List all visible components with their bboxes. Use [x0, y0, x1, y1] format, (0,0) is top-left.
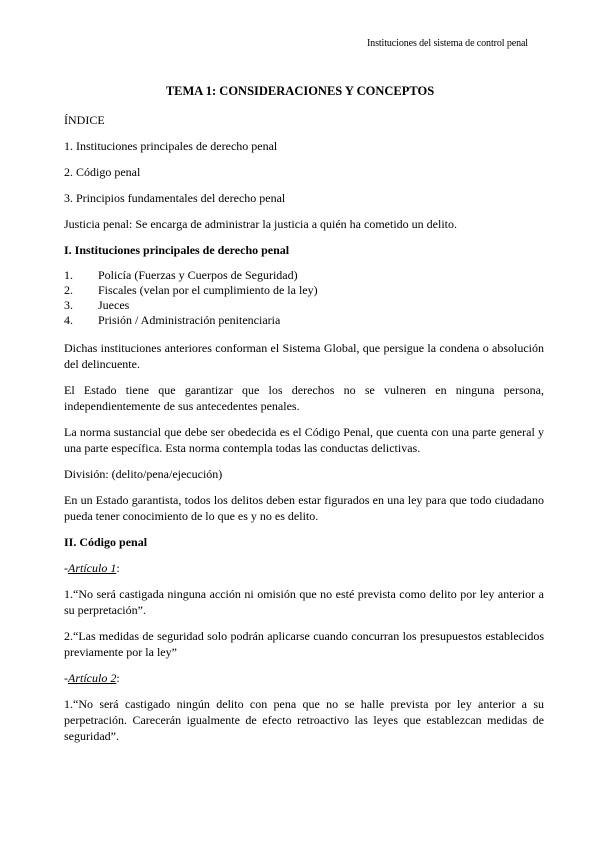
list-item	[64, 298, 544, 313]
article-title: Artículo 2	[68, 671, 117, 685]
article-title: Artículo 1	[68, 561, 117, 575]
article-paragraph: 1.“No será castigada ninguna acción ni omisión que no esté prevista como delito por ley anterior a su perpretación”.	[64, 587, 544, 617]
list-number: 2.	[64, 283, 73, 297]
article-colon: :	[116, 671, 120, 685]
body-paragraph: En un Estado garantista, todos los delitos deben estar figurados en una ley para que todo ciudadano pueda tener conocimiento de lo que es y no es delito.	[64, 493, 544, 523]
page-title: TEMA 1: CONSIDERACIONES Y CONCEPTOS	[165, 84, 435, 98]
list-text: Policía (Fuerzas y Cuerpos de Seguridad)	[98, 268, 298, 282]
body-paragraph: División: (delito/pena/ejecución)	[64, 467, 223, 481]
list-text: Fiscales (velan por el cumplimiento de la ley)	[98, 283, 318, 297]
list-item	[64, 283, 544, 298]
section-heading: II. Código penal	[64, 535, 148, 549]
article-paragraph: 2.“Las medidas de seguridad solo podrán aplicarse cuando concurran los presupuestos establecidos previamente por la ley”	[64, 629, 544, 659]
list-number: 4.	[64, 313, 73, 327]
index-item: 1. Instituciones principales de derecho penal	[64, 139, 278, 153]
list-number: 1.	[64, 268, 73, 282]
index-item: 3. Principios fundamentales del derecho penal	[64, 191, 286, 205]
article-colon: :	[116, 561, 120, 575]
article-dash: -	[64, 561, 68, 575]
index-item: 2. Código penal	[64, 165, 141, 179]
body-paragraph: El Estado tiene que garantizar que los derechos no se vulneren en ninguna persona, independientemente de sus antecedentes penales.	[64, 383, 544, 413]
list-text: Jueces	[98, 298, 130, 312]
section-heading: I. Instituciones principales de derecho penal	[64, 243, 290, 257]
list-text: Prisión / Administración penitenciaria	[98, 313, 281, 327]
institutions-list	[64, 268, 544, 328]
article-dash: -	[64, 671, 68, 685]
article-paragraph: 1.“No será castigado ningún delito con pena que no se halle prevista por ley anterior a su perpetración. Carecerán igualmente de efecto retroactivo las leyes que establezcan medidas de seguridad”.	[64, 697, 544, 743]
article-label	[64, 560, 544, 576]
body-paragraph: La norma sustancial que debe ser obedecida es el Código Penal, que cuenta con una parte general y una parte específica. Esta norma contempla todas las conductas delictivas.	[64, 425, 544, 455]
list-item	[64, 268, 544, 283]
document-body	[64, 112, 544, 754]
running-header: Instituciones del sistema de control penal	[366, 38, 528, 49]
body-paragraph: Dichas instituciones anteriores conforman el Sistema Global, que persigue la condena o absolución del delincuente.	[64, 341, 544, 371]
list-item	[64, 313, 544, 328]
list-number: 3.	[64, 298, 73, 312]
definition-paragraph: Justicia penal: Se encarga de administrar la justicia a quién ha cometido un delito.	[64, 217, 457, 231]
index-label: ÍNDICE	[64, 113, 105, 127]
article-label	[64, 670, 544, 686]
